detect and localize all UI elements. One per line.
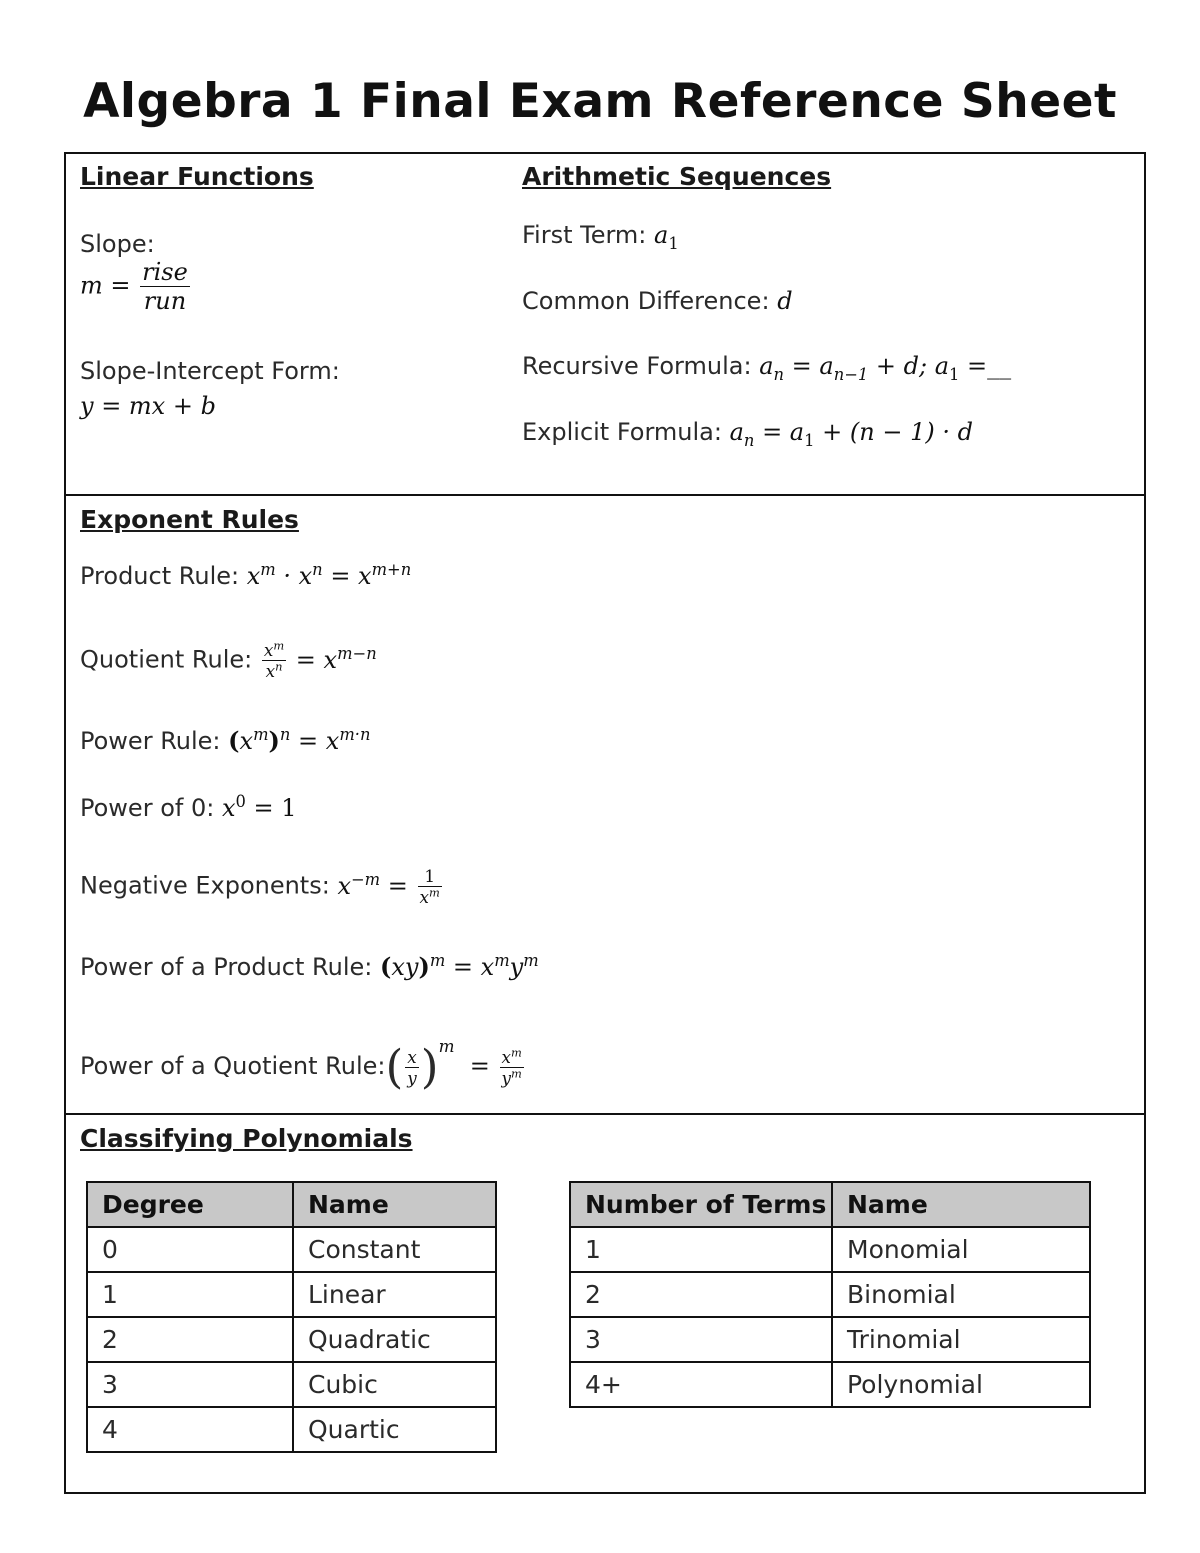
power-of-zero-label: Power of 0: bbox=[80, 794, 215, 822]
slope-numerator: rise bbox=[142, 258, 188, 286]
slope-formula bbox=[80, 258, 192, 315]
degree-cell: 2 bbox=[87, 1317, 293, 1362]
product-rule-formula: $x^m \cdot x^n = x^{m+n}$ bbox=[246, 560, 412, 590]
name-column-header: Name bbox=[832, 1182, 1090, 1227]
linear-functions-heading: Linear Functions bbox=[80, 162, 314, 191]
name-column-header: Name bbox=[293, 1182, 496, 1227]
common-difference-row bbox=[522, 287, 793, 315]
negative-exponents-label: Negative Exponents: bbox=[80, 871, 330, 900]
first-term-formula: $a_1$ bbox=[654, 221, 679, 253]
name-cell: Polynomial bbox=[832, 1362, 1090, 1407]
product-rule-label: Product Rule: bbox=[80, 562, 240, 590]
table-row bbox=[570, 1272, 1090, 1317]
page-title: Algebra 1 Final Exam Reference Sheet bbox=[83, 74, 1117, 129]
degree-column-header: Degree bbox=[87, 1182, 293, 1227]
recursive-formula: $a_n = a_{n-1} + d$; $a_1$ =__ bbox=[759, 352, 1012, 384]
degree-cell: 4 bbox=[87, 1407, 293, 1452]
name-cell: Linear bbox=[293, 1272, 496, 1317]
degree-cell: 3 bbox=[87, 1362, 293, 1407]
slope-intercept-formula: y = mx + b bbox=[80, 392, 216, 420]
name-cell: Quadratic bbox=[293, 1317, 496, 1362]
name-cell: Trinomial bbox=[832, 1317, 1090, 1362]
first-term-row bbox=[522, 221, 679, 253]
terms-cell: 2 bbox=[570, 1272, 832, 1317]
negative-exponents-fraction: $\frac{1}{x^m}$ bbox=[419, 866, 440, 907]
product-rule-row bbox=[80, 562, 411, 590]
degree-cell: 0 bbox=[87, 1227, 293, 1272]
recursive-formula-row bbox=[522, 352, 1012, 384]
table-row bbox=[87, 1227, 496, 1272]
explicit-formula-row bbox=[522, 418, 973, 450]
section-divider bbox=[64, 1113, 1146, 1115]
degree-table bbox=[86, 1181, 497, 1453]
power-of-quotient-inner-fraction: $\frac{x}{y}$ bbox=[407, 1046, 417, 1088]
terms-cell: 1 bbox=[570, 1227, 832, 1272]
name-cell: Quartic bbox=[293, 1407, 496, 1452]
common-difference-label: Common Difference: bbox=[522, 287, 770, 315]
common-difference-var: d bbox=[777, 287, 793, 315]
power-of-quotient-row bbox=[80, 1036, 526, 1094]
degree-table-header bbox=[87, 1182, 496, 1227]
terms-table bbox=[569, 1181, 1091, 1408]
slope-intercept-label: Slope-Intercept Form: bbox=[80, 357, 340, 385]
power-of-product-row bbox=[80, 952, 539, 981]
power-of-quotient-result: $\frac{x^m}{y^m}$ bbox=[501, 1044, 522, 1088]
slope-denominator: run bbox=[143, 287, 187, 315]
table-row bbox=[87, 1272, 496, 1317]
quotient-rule-row bbox=[80, 640, 377, 681]
negative-exponents-lhs: $x^{-m}$ = bbox=[337, 869, 408, 900]
exponent-rules-heading: Exponent Rules bbox=[80, 505, 299, 534]
terms-cell: 4+ bbox=[570, 1362, 832, 1407]
degree-cell: 1 bbox=[87, 1272, 293, 1317]
quotient-rule-result: = $x^{m-n}$ bbox=[295, 643, 377, 674]
table-row bbox=[87, 1407, 496, 1452]
classifying-polynomials-heading: Classifying Polynomials bbox=[80, 1124, 413, 1153]
negative-exponents-row bbox=[80, 866, 444, 907]
table-row bbox=[87, 1317, 496, 1362]
table-row bbox=[87, 1362, 496, 1407]
quotient-rule-label: Quotient Rule: bbox=[80, 645, 253, 674]
quotient-rule-fraction: $\frac{x^m}{x^n}$ bbox=[263, 638, 285, 681]
power-rule-formula: $(x^m)^n = x^{m\cdot n}$ bbox=[228, 725, 371, 755]
power-of-product-formula: $(xy)^m = x^my^m$ bbox=[380, 951, 539, 981]
left-paren: ( bbox=[385, 1040, 404, 1094]
explicit-formula: $a_n = a_1 + (n - 1) \cdot d$ bbox=[729, 418, 973, 450]
power-of-quotient-exponent: m bbox=[438, 1036, 455, 1056]
section-divider bbox=[64, 494, 1146, 496]
explicit-formula-label: Explicit Formula: bbox=[522, 418, 722, 446]
slope-fraction bbox=[140, 258, 190, 315]
terms-table-header bbox=[570, 1182, 1090, 1227]
arithmetic-sequences-heading: Arithmetic Sequences bbox=[522, 162, 832, 191]
name-cell: Monomial bbox=[832, 1227, 1090, 1272]
power-rule-label: Power Rule: bbox=[80, 727, 221, 755]
first-term-label: First Term: bbox=[522, 221, 647, 249]
slope-lhs: m = bbox=[80, 271, 131, 300]
power-of-product-label: Power of a Product Rule: bbox=[80, 953, 373, 981]
name-cell: Binomial bbox=[832, 1272, 1090, 1317]
power-of-quotient-equals: = bbox=[462, 1052, 490, 1080]
table-row bbox=[570, 1227, 1090, 1272]
terms-cell: 3 bbox=[570, 1317, 832, 1362]
power-of-zero-row bbox=[80, 794, 297, 822]
recursive-formula-label: Recursive Formula: bbox=[522, 352, 752, 380]
slope-label: Slope: bbox=[80, 230, 155, 258]
power-rule-row bbox=[80, 726, 371, 755]
table-row bbox=[570, 1362, 1090, 1407]
name-cell: Constant bbox=[293, 1227, 496, 1272]
name-cell: Cubic bbox=[293, 1362, 496, 1407]
table-row bbox=[570, 1317, 1090, 1362]
right-paren: ) bbox=[420, 1040, 439, 1094]
power-of-zero-formula: $x^0 = 1$ bbox=[221, 792, 297, 822]
number-of-terms-column-header: Number of Terms bbox=[570, 1182, 832, 1227]
power-of-quotient-label: Power of a Quotient Rule: bbox=[80, 1052, 386, 1080]
